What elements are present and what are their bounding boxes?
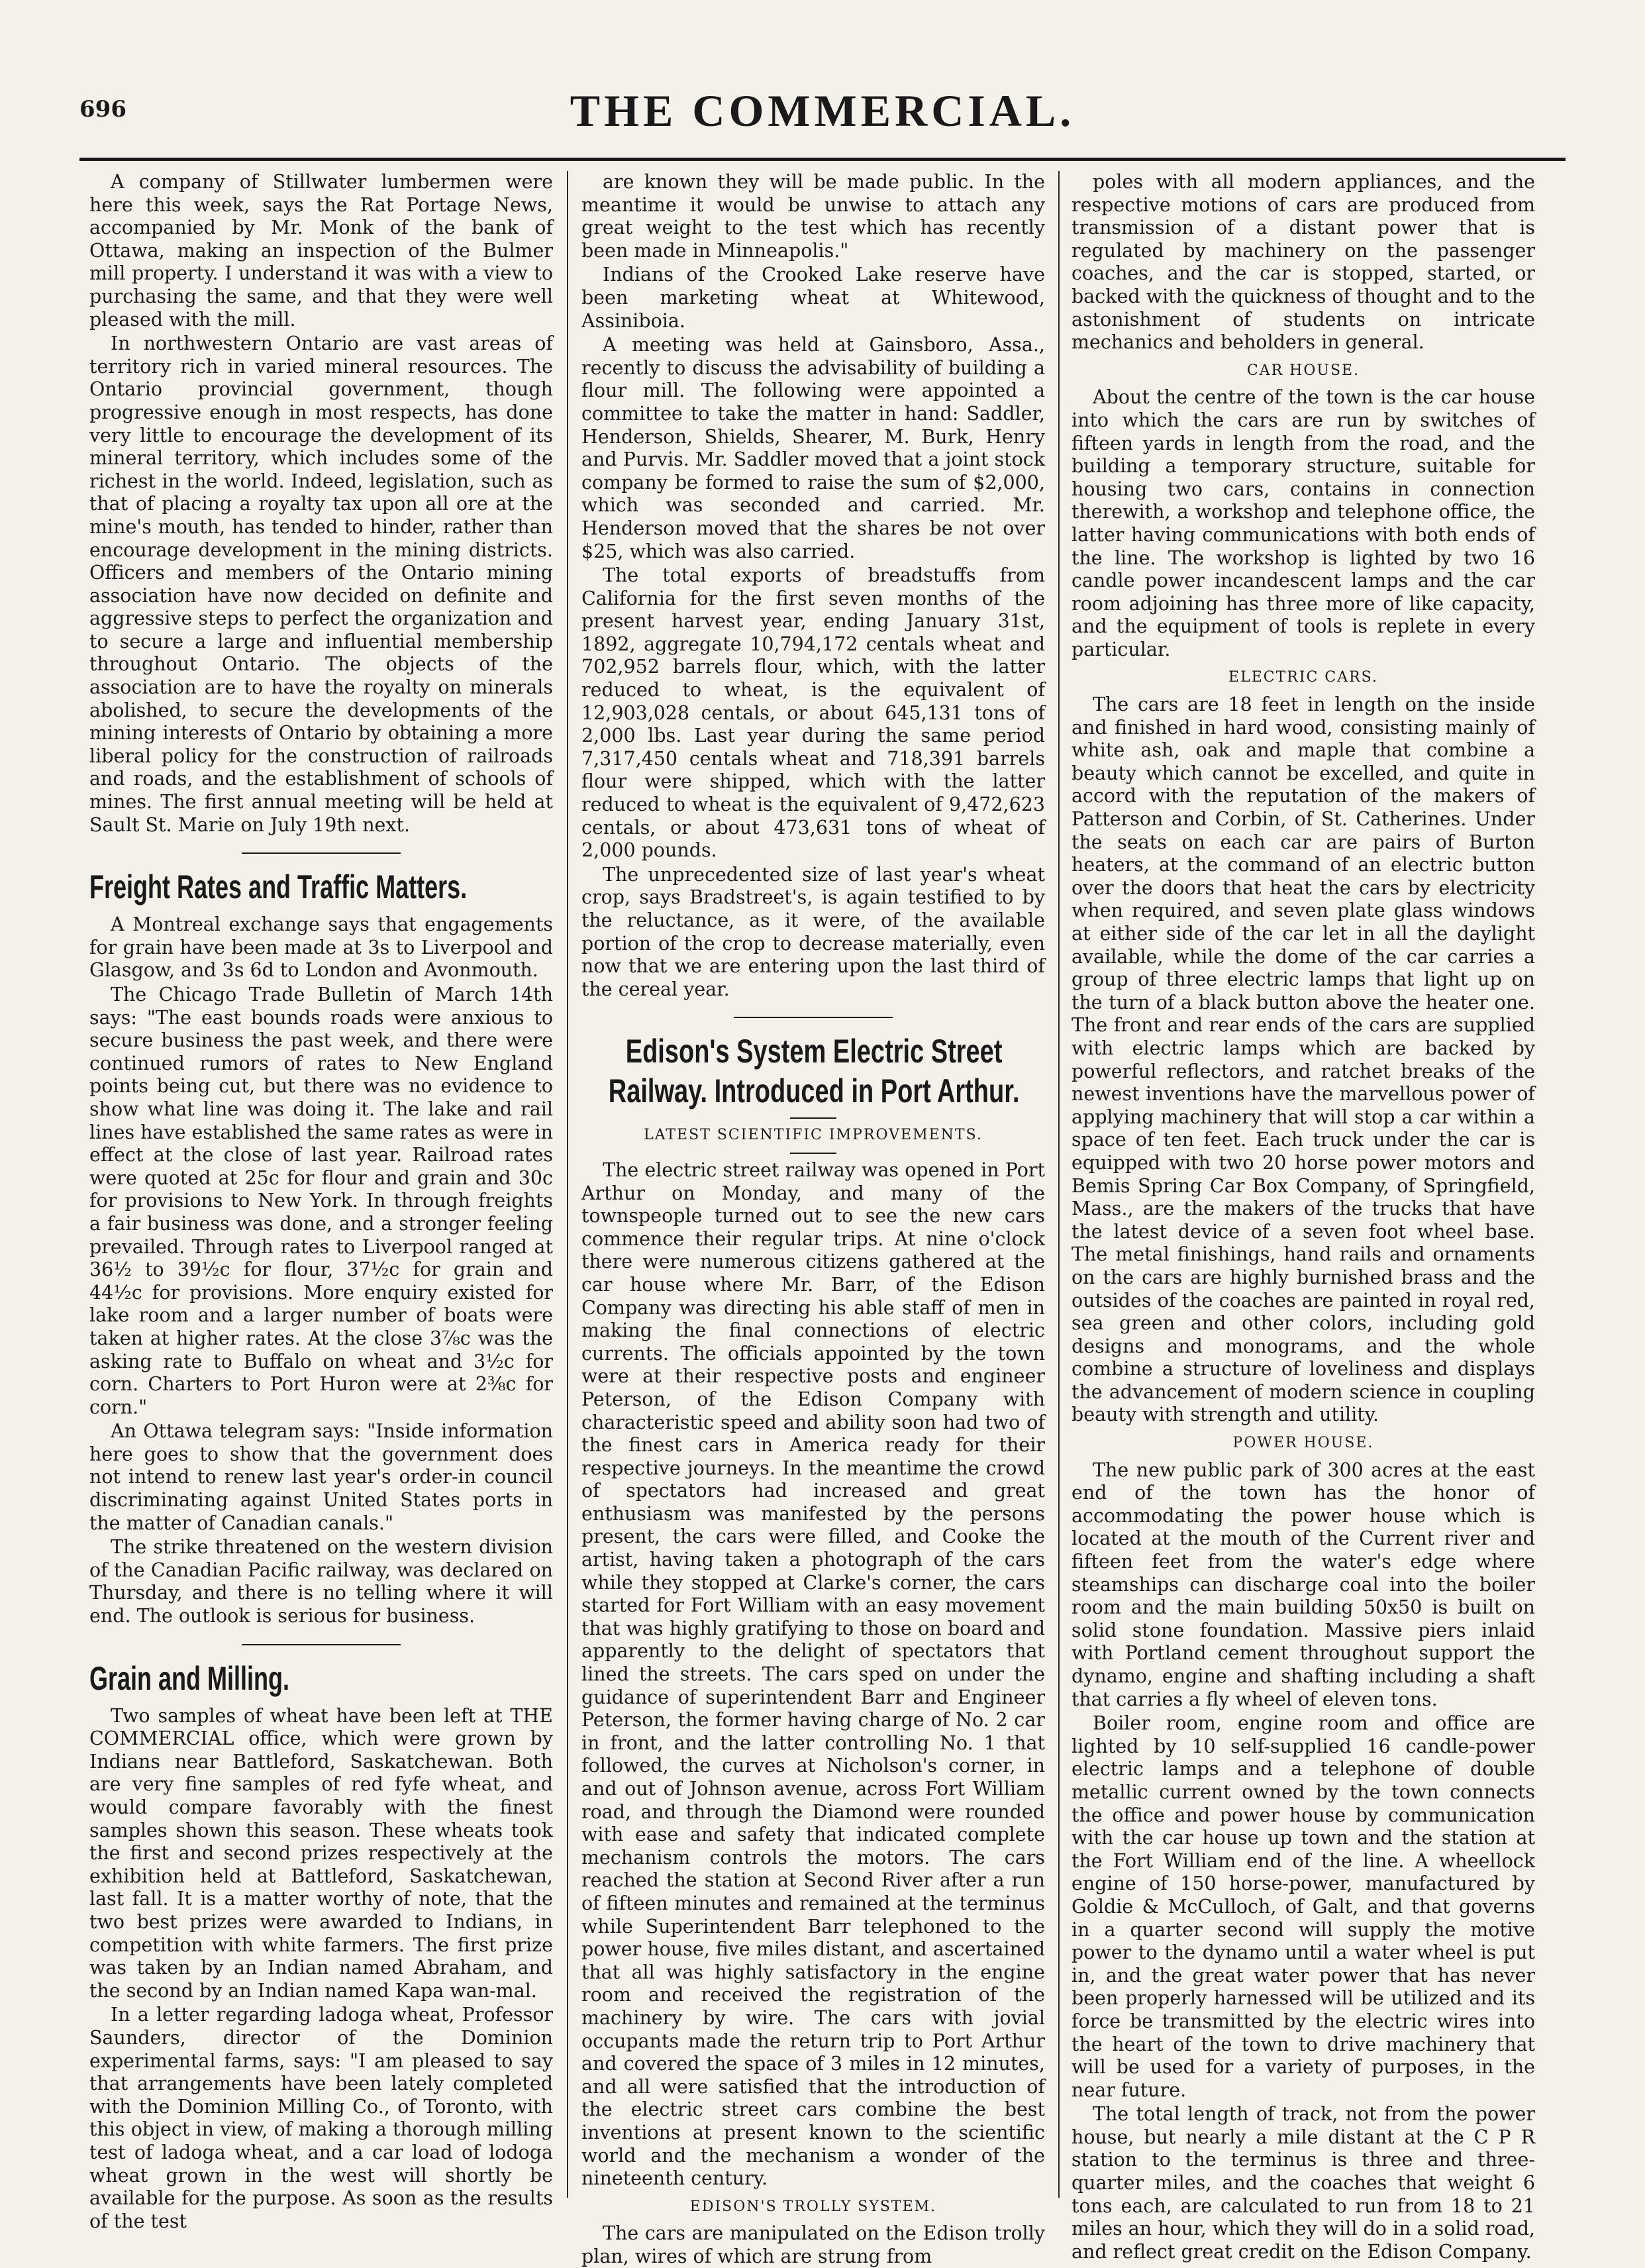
page-number: 696: [79, 96, 126, 123]
header-rule: [79, 158, 1566, 161]
paragraph: The cars are 18 feet in length on the inside and finished in hard wood, consisting mainly of white ash, oak and maple that combine a beauty which cannot be excelled, and quite in accord with the reputation of the makers of Patterson and Corbin, of St. Catherines. Under the seats on each car are pairs of Burton heaters, at the command of an electric button over the doors that heat the cars by electricity when required, and seven plate glass windows at either side of the car let in all the daylight available, while the dome of the car carries a group of three electric lamps that light up on the turn of a black button above the heater one. The front and rear ends of the cars are supplied with electric lamps which are backed by powerful reflectors, and ratchet breaks of the newest inventions have the marvellous power of applying machinery that will stop a car within a space of ten feet. Each truck under the car is equipped with two 20 horse power motors and Bemis Spring Car Box Company, of Springfield, Mass., are the makers of the trucks that have the latest device of a seven foot wheel base. The metal finishings, hand rails and ornaments on the cars are highly burnished brass and the outsides of the coaches are painted in royal red, sea green and other colors, including gold designs and monograms, and the whole combine a structure of loveliness and displays the advancement of modern science in coupling beauty with strength and utility.: [1072, 694, 1535, 1426]
paragraph: A company of Stillwater lumbermen were here this week, says the Rat Portage News, accompanied by Mr. Monk of the bank of Ottawa, making an inspection of the Bulmer mill property. I understand it was with a view to purchasing the same, and that they were well pleased with the mill.: [89, 171, 553, 331]
paragraph: A Montreal exchange says that engagements for grain have been made at 3s to Liverpool and Glasgow, and 3s 6d to London and Avonmouth.: [89, 913, 553, 982]
paragraph: The total length of track, not from the power house, but nearly a mile distant at the C P R station to the terminus is three and three-quarter miles, and the coaches that weight 6 tons each, are calculated to run from 18 to 21 miles an hour, which they will do in a solid road, and reflect great credit on the Edison Company.: [1072, 2103, 1536, 2263]
paragraph: The strike threatened on the western division of the Canadian Pacific railway, was declared on Thursday, and there is no telling where it will end. The outlook is serious for business.: [89, 1536, 553, 1627]
paragraph: The unprecedented size of last year's wheat crop, says Bradstreet's, is again testified to by the reluctance, as it were, of the available portion of the crop to decrease materially, even now that we are entering upon the last third of the cereal year.: [581, 863, 1045, 1000]
section-heading: Grain and Milling.: [89, 1659, 290, 1697]
column-1: [89, 171, 553, 2233]
paragraph: In northwestern Ontario are vast areas of territory rich in varied mineral resources. The Ontario provincial government, though progressive enough in most respects, has done very little to encourage the development of its mineral territory, which includes some of the richest in the world. Indeed, legislation, such as that of placing a royalty tax upon all ore at the mine's mouth, has tended to hinder, rather than encourage development in the mining districts. Officers and members of the Ontario mining association have now decided on definite and aggressive steps to perfect the organization and to secure a large and influential membership throughout Ontario. The objects of the association are to have the royalty on minerals abolished, to secure the developments of the mining interests of Ontario by obtaining a more liberal policy for the construction of railroads and roads, and the establishment of schools of mines. The first annual meeting will be held at Sault St. Marie on July 19th next.: [89, 333, 553, 836]
paragraph: An Ottawa telegram says: "Inside information here goes to show that the government does not intend to renew last year's order-in council discriminating against United States ports in the matter of Canadian canals.": [89, 1420, 553, 1534]
section-divider: [89, 846, 553, 860]
paragraph: The cars are manipulated on the Edison trolly plan, wires of which are strung from: [581, 2222, 1045, 2267]
sub-heading: EDISON'S TROLLY SYSTEM.: [689, 2198, 937, 2215]
section-divider: [89, 1637, 553, 1652]
paragraph: Boiler room, engine room and office are lighted by 10 self-supplied 16 candle-power electric lamps and a telephone of double metallic current owned by the town connects the office and power house by communication with the car house up town and the station at the Fort William end of the line. A wheellock engine of 150 horse-power, manufactured by Goldie & McCulloch, of Galt, and that governs in a quarter second will supply the motive power to the dynamo until a water wheel is put in, and the great water power that has never been properly harnessed will be utilized and its force be transmitted by the electric wires into the heart of the town to drive machinery that will be used for a variety of purposes, in the near future.: [1072, 1712, 1535, 2101]
paragraph: About the centre of the town is the car house into which the cars are run by switches of fifteen yards in length from the road, and the building a temporary structure, suitable for housing two cars, contains in connection therewith, a workshop and telephone office, the latter having communications with both ends of the line. The workshop is lighted by two 16 candle power incandescent lamps and the car room adjoining has three more of like capacity, and the equipment of tools is replete in every particular.: [1072, 386, 1535, 660]
paragraph: are known they will be made public. In the meantime it would be unwise to attach any great weight to the test which has recently been made in Minneapolis.": [581, 171, 1045, 262]
sub-heading: LATEST SCIENTIFIC IMPROVEMENTS.: [644, 1127, 983, 1144]
paragraph: The total exports of breadstuffs from California for the first seven months of the present harvest year, ending January 31st, 1892, aggregate 10,794,172 centals wheat and 702,952 barrels flour, which, with the latter reduced to wheat, is the equivalent of 12,903,028 centals, or about 645,131 tons of 2,000 lbs. Last year during the same period 7,317,450 centals wheat and 718,391 barrels flour were shipped, which with the latter reduced to wheat is the equivalent of 9,472,623 centals, or about 473,631 tons of wheat of 2,000 pounds.: [581, 564, 1045, 862]
paragraph: The electric street railway was opened in Port Arthur on Monday, and many of the townspeople turned out to see the new cars commence their regular trips. At nine o'clock there were numerous citizens gathered at the car house where Mr. Barr, of the Edison Company was directing his able staff of men in making the final connections of electric currents. The officials appointed by the town were at their respective posts and engineer Peterson, of the Edison Company with characteristic speed and ability soon had two of the finest cars in America ready for their respective journeys. In the meantime the crowd of spectators had increased and great enthusiasm was manifested by the persons present, the cars were filled, and Cooke the artist, having taken a photograph of the cars while they stopped at Clarke's corner, the cars started for Fort William with an easy movement that was highly gratifying to those on board and apparently to the delight of spectators that lined the streets. The cars sped on under the guidance of superintendent Barr and Engineer Peterson, the former having charge of No. 2 car in front, and the latter controlling No. 1 that followed, the curves at Nicholson's corner, in and out of Johnson avenue, across Fort William road, and through the Diamond were rounded with ease and safety that indicated complete mechanism controls the motors. The cars reached the station at Second River after a run of fifteen minutes and remained at the terminus while Superintendent Barr telephoned to the power house, five miles distant, and ascertained that all was highly satisfactory in the engine room and received the registration of the machinery by wire. The cars with jovial occupants made the return trip to Port Arthur and covered the space of 3 miles in 12 minutes, and all were satisfied that the introduction of the electric street cars combine the best inventions at present known to the scientific world and the mechanism a wonder of the nineteenth century.: [581, 1159, 1045, 2190]
section-heading: Edison's System Electric Street Railway. Introduced in Port Arthur.: [608, 1033, 1020, 1110]
sub-heading: CAR HOUSE.: [1246, 362, 1360, 379]
section-divider: [581, 1010, 1045, 1025]
masthead: THE COMMERCIAL.: [570, 85, 1075, 136]
sub-heading: ELECTRIC CARS.: [1228, 669, 1378, 686]
paragraph: In a letter regarding ladoga wheat, Professor Saunders, director of the Dominion experimental farms, says: "I am pleased to say that arrangements have been lately completed with the Dominion Milling Co., of Toronto, with this object in view, of making a thorough milling test of ladoga wheat, and a car load of lodoga wheat grown in the west will shortly be available for the purpose. As soon as the results of the test: [89, 2004, 553, 2232]
section-heading: Freight Rates and Traffic Matters.: [89, 868, 468, 906]
paragraph: The new public park of 300 acres at the east end of the town has the honor of accommodating the power house which is located at the mouth of the Current river and fifteen feet from the water's edge where steamships can discharge coal into the boiler room and the main building 50x50 is built on solid stone foundation. Massive piers inlaid with Portland cement throughout support the dynamo, engine and shafting including a shaft that carries a fly wheel of eleven tons.: [1072, 1459, 1535, 1710]
sub-heading: POWER HOUSE.: [1232, 1435, 1374, 1452]
column-rule: [1058, 171, 1060, 2198]
paragraph: Indians of the Crooked Lake reserve have been marketing wheat at Whitewood, Assiniboia.: [581, 264, 1045, 332]
paragraph: Two samples of wheat have been left at THE COMMERCIAL office, which were grown by Indians near Battleford, Saskatchewan. Both are very fine samples of red fyfe wheat, and would compare favorably with the finest samples shown this season. These wheats took the first and second prizes respectively at the exhibition held at Battleford, Saskatchewan, last fall. It is a matter worthy of note, that the two best prizes were awarded to Indians, in competition with white farmers. The first prize was taken by an Indian named Abraham, and the second by an Indian named Kapa wan-mal.: [89, 1704, 553, 2002]
paragraph: A meeting was held at Gainsboro, Assa., recently to discuss the advisability of building a flour mill. The following were appointed a committee to take the matter in hand: Saddler, Henderson, Shields, Shearer, M. Burk, Henry and Purvis. Mr. Saddler moved that a joint stock company be formed to raise the sum of $2,000, which was seconded and carried. Mr. Henderson moved that the shares be not over $25, which was also carried.: [581, 334, 1045, 562]
short-rule: [790, 1117, 836, 1119]
short-rule: [790, 1153, 836, 1154]
column-2: [581, 171, 1045, 2268]
column-rule: [567, 171, 568, 2198]
paragraph: The Chicago Trade Bulletin of March 14th says: "The east bounds roads were anxious to secure business the past week, and there were continued rumors of rates to New England points being cut, but there was no evidence to show what line was doing it. The lake and rail lines have established the same rates as were in effect at the close of last year. Railroad rates were quoted at 25c for flour and grain and 30c for provisions to New York. In through freights a fair business was done, and a stronger feeling prevailed. Through rates to Liverpool ranged at 36½ to 39½c for flour, 37½c for grain and 44½c for provisions. More enquiry existed for lake room and a larger number of boats were taken at higher rates. At the close 3⅞c was the asking rate to Buffalo on wheat and 3½c for corn. Charters to Port Huron were at 2⅜c for corn.": [89, 984, 553, 1418]
paragraph: poles with all modern appliances, and the respective motions of cars are produced from transmission of a distant power that is regulated by machinery on the passenger coaches, and the car is stopped, started, or backed with the quickness of thought and to the astonishment of students on intricate mechanics and beholders in general.: [1072, 171, 1535, 354]
column-3: [1072, 171, 1535, 2263]
